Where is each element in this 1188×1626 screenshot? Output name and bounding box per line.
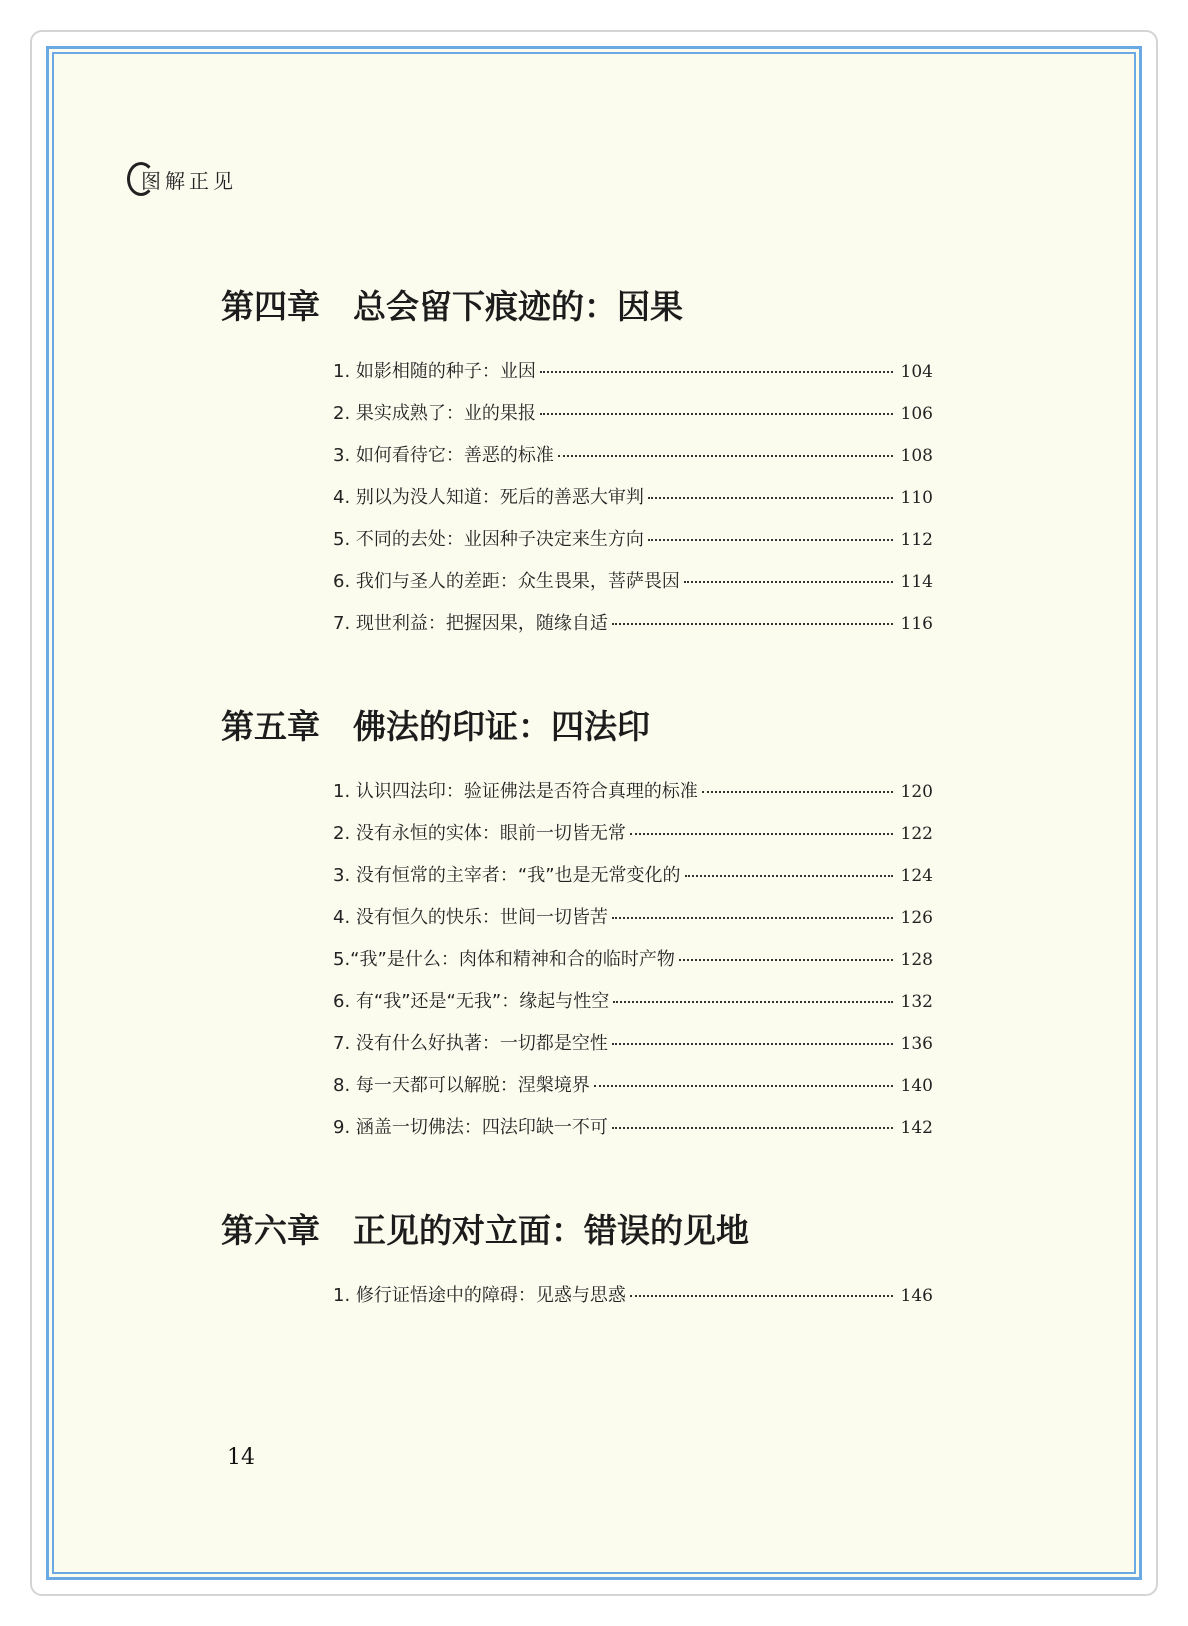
toc-entry-text: 3. 如何看待它：善恶的标准: [333, 445, 554, 466]
toc-entry-page: 116: [900, 614, 933, 634]
book-page: [46, 46, 1142, 1580]
toc-entry-text: 1. 如影相随的种子：业因: [333, 361, 536, 382]
toc-entry-text: 6. 有“我”还是“无我”：缘起与性空: [333, 991, 610, 1012]
toc-entry-page: 124: [900, 866, 933, 886]
dot-leader: [685, 875, 893, 877]
dot-leader: [558, 455, 893, 457]
dot-leader: [612, 623, 893, 625]
chapter-6: [221, 1205, 961, 1323]
chapter-heading: [221, 701, 961, 751]
toc-entry[interactable]: [333, 1281, 933, 1323]
chapter-title: 总会留下痕迹的：因果: [353, 287, 683, 326]
chapter-4: [221, 281, 961, 651]
toc-entry-page: 122: [900, 824, 933, 844]
toc-entries: [333, 777, 933, 1155]
chapter-title: 佛法的印证：四法印: [353, 707, 650, 746]
header-title: 图解正见: [141, 168, 237, 193]
toc-entry-text: 3. 没有恒常的主宰者：“我”也是无常变化的: [333, 865, 681, 886]
dot-leader: [594, 1085, 893, 1087]
chapter-number: 第四章: [221, 287, 320, 326]
toc-entry-page: 132: [900, 992, 933, 1012]
toc-entry-text: 7. 现世利益：把握因果，随缘自适: [333, 613, 608, 634]
toc-entry[interactable]: [333, 861, 933, 903]
toc-entry-page: 146: [900, 1286, 933, 1306]
toc-entry-text: 4. 别以为没人知道：死后的善恶大审判: [333, 487, 644, 508]
toc-entry[interactable]: [333, 777, 933, 819]
dot-leader: [612, 1043, 893, 1045]
dot-leader: [679, 959, 893, 961]
page-number: 14: [227, 1445, 255, 1470]
toc-entry-text: 5. 不同的去处：业因种子决定来生方向: [333, 529, 644, 550]
toc-entry-text: 2. 果实成熟了：业的果报: [333, 403, 536, 424]
toc-entries: [333, 1281, 933, 1323]
toc-entry-text: 6. 我们与圣人的差距：众生畏果，菩萨畏因: [333, 571, 680, 592]
toc-entry[interactable]: [333, 1029, 933, 1071]
toc-entry[interactable]: [333, 987, 933, 1029]
toc-entry[interactable]: [333, 567, 933, 609]
dot-leader: [540, 371, 893, 373]
toc-entry-page: 114: [900, 572, 933, 592]
toc-entry[interactable]: [333, 1071, 933, 1113]
dot-leader: [540, 413, 893, 415]
toc-entry[interactable]: [333, 357, 933, 399]
toc-entry-text: 2. 没有永恒的实体：眼前一切皆无常: [333, 823, 626, 844]
toc-entry[interactable]: [333, 399, 933, 441]
toc-entry-page: 108: [900, 446, 933, 466]
toc-entry-page: 112: [900, 530, 933, 550]
toc-entry-text: 4. 没有恒久的快乐：世间一切皆苦: [333, 907, 608, 928]
dot-leader: [702, 791, 893, 793]
toc-entry-page: 110: [900, 488, 933, 508]
dot-leader: [684, 581, 893, 583]
toc-entry-text: 5.“我”是什么：肉体和精神和合的临时产物: [333, 949, 675, 970]
dot-leader: [613, 1001, 893, 1003]
toc-entry[interactable]: [333, 483, 933, 525]
toc-entry[interactable]: [333, 819, 933, 861]
chapter-heading: [221, 1205, 961, 1255]
dot-leader: [630, 833, 893, 835]
toc-entry-text: 9. 涵盖一切佛法：四法印缺一不可: [333, 1117, 608, 1138]
chapter-heading: [221, 281, 961, 331]
toc-entry-page: 142: [900, 1118, 933, 1138]
toc-entry[interactable]: [333, 1113, 933, 1155]
dot-leader: [630, 1295, 893, 1297]
toc-entry-page: 120: [900, 782, 933, 802]
toc-entry-page: 140: [900, 1076, 933, 1096]
toc-entry-page: 104: [900, 362, 933, 382]
dot-leader: [648, 539, 893, 541]
toc-entry-text: 1. 修行证悟途中的障碍：见惑与思惑: [333, 1285, 626, 1306]
toc-entry[interactable]: [333, 441, 933, 483]
toc-entries: [333, 357, 933, 651]
toc-entry-page: 136: [900, 1034, 933, 1054]
chapter-number: 第五章: [221, 707, 320, 746]
toc-entry[interactable]: [333, 945, 933, 987]
toc-entry-page: 128: [900, 950, 933, 970]
dot-leader: [612, 917, 893, 919]
toc-entry[interactable]: [333, 609, 933, 651]
dot-leader: [612, 1127, 893, 1129]
chapter-5: [221, 701, 961, 1155]
toc-entry-text: 1. 认识四法印：验证佛法是否符合真理的标准: [333, 781, 698, 802]
chapter-number: 第六章: [221, 1211, 320, 1250]
toc-entry-page: 126: [900, 908, 933, 928]
toc-entry-text: 7. 没有什么好执著：一切都是空性: [333, 1033, 608, 1054]
toc-entry[interactable]: [333, 525, 933, 567]
chapter-title: 正见的对立面：错误的见地: [353, 1211, 749, 1250]
toc-entry-page: 106: [900, 404, 933, 424]
running-header: [127, 159, 237, 199]
toc-entry-text: 8. 每一天都可以解脱：涅槃境界: [333, 1075, 590, 1096]
toc-entry[interactable]: [333, 903, 933, 945]
dot-leader: [648, 497, 893, 499]
